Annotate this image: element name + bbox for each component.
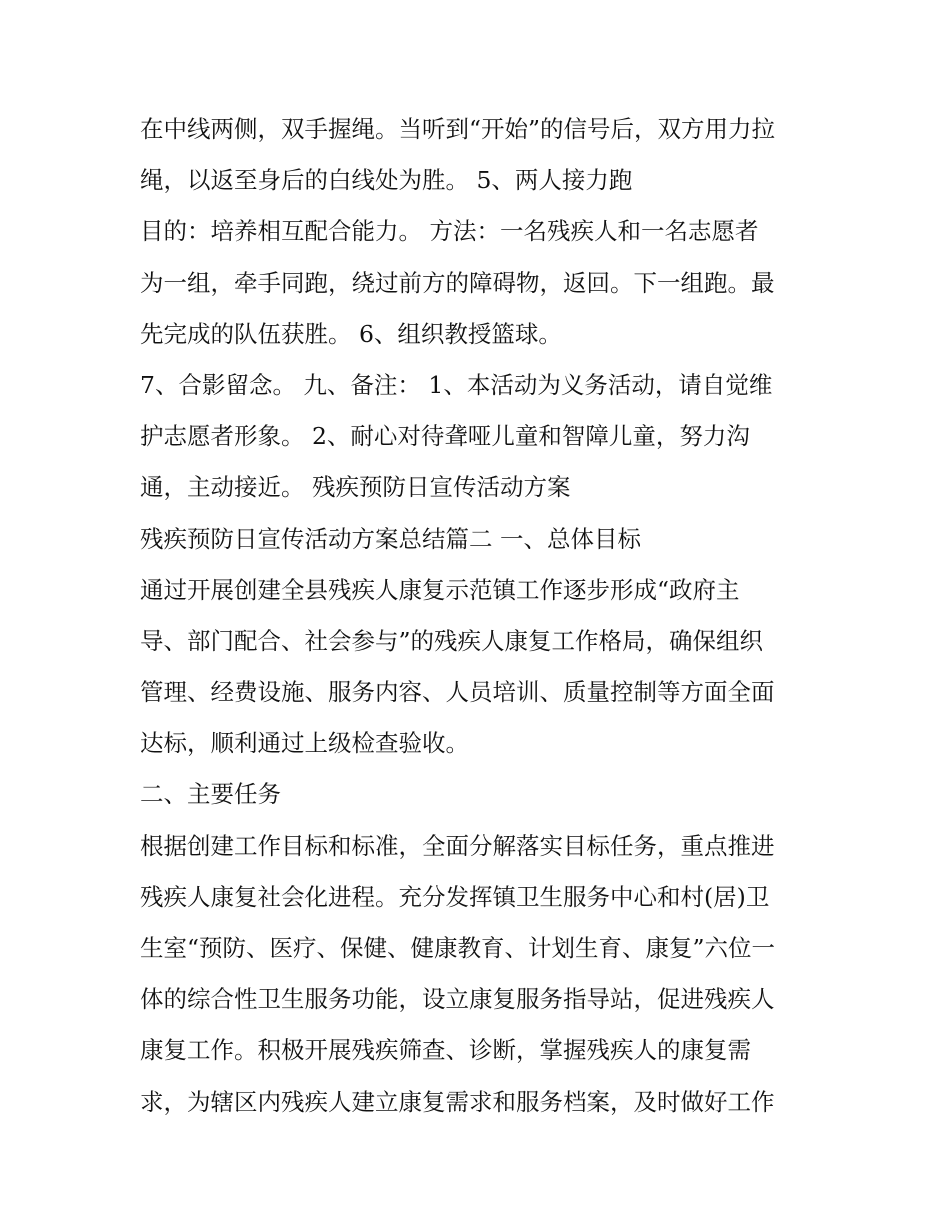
text-line: 导、部门配合、社会参与”的残疾人康复工作格局，确保组织 [140, 626, 764, 655]
text-line: 康复工作。积极开展残疾筛查、诊断，掌握残疾人的康复需 [140, 1036, 751, 1065]
text-line: 求，为辖区内残疾人建立康复需求和服务档案，及时做好工作 [140, 1087, 775, 1116]
text-line: 在中线两侧，双手握绳。当听到“开始”的信号后，双方用力拉 [140, 115, 776, 143]
text-line: 绳，以返至身后的白线处为胜。 5、两人接力跑 [140, 166, 633, 195]
text-line: 通，主动接近。 残疾预防日宣传活动方案 [140, 473, 571, 502]
section-heading: 二、主要任务 [140, 780, 281, 809]
text-line: 7、合影留念。 九、备注： 1、本活动为义务活动，请自觉维 [140, 370, 773, 399]
text-line: 生室“预防、医疗、保健、健康教育、计划生育、康复”六位一 [140, 934, 776, 962]
text-line: 护志愿者形象。 2、耐心对待聋哑儿童和智障儿童，努力沟 [140, 422, 750, 451]
text-line: 先完成的队伍获胜。 6、组织教授篮球。 [140, 319, 562, 348]
text-line: 体的综合性卫生服务功能，设立康复服务指导站，促进残疾人 [140, 985, 775, 1014]
document-body [140, 104, 820, 1128]
text-line: 达标，顺利通过上级检查验收。 [140, 729, 469, 758]
text-line: 残疾预防日宣传活动方案总结篇二 一、总体目标 [140, 524, 641, 553]
text-line: 管理、经费设施、服务内容、人员培训、质量控制等方面全面 [140, 678, 775, 707]
text-line: 通过开展创建全县残疾人康复示范镇工作逐步形成“政府主 [140, 575, 740, 604]
text-line: 根据创建工作目标和标准，全面分解落实目标任务，重点推进 [140, 831, 775, 860]
text-line: 残疾人康复社会化进程。充分发挥镇卫生服务中心和村(居)卫 [140, 882, 770, 911]
text-line: 目的：培养相互配合能力。 方法：一名残疾人和一名志愿者 [140, 217, 759, 246]
text-line: 为一组，牵手同跑，绕过前方的障碍物，返回。下一组跑。最 [140, 268, 775, 297]
